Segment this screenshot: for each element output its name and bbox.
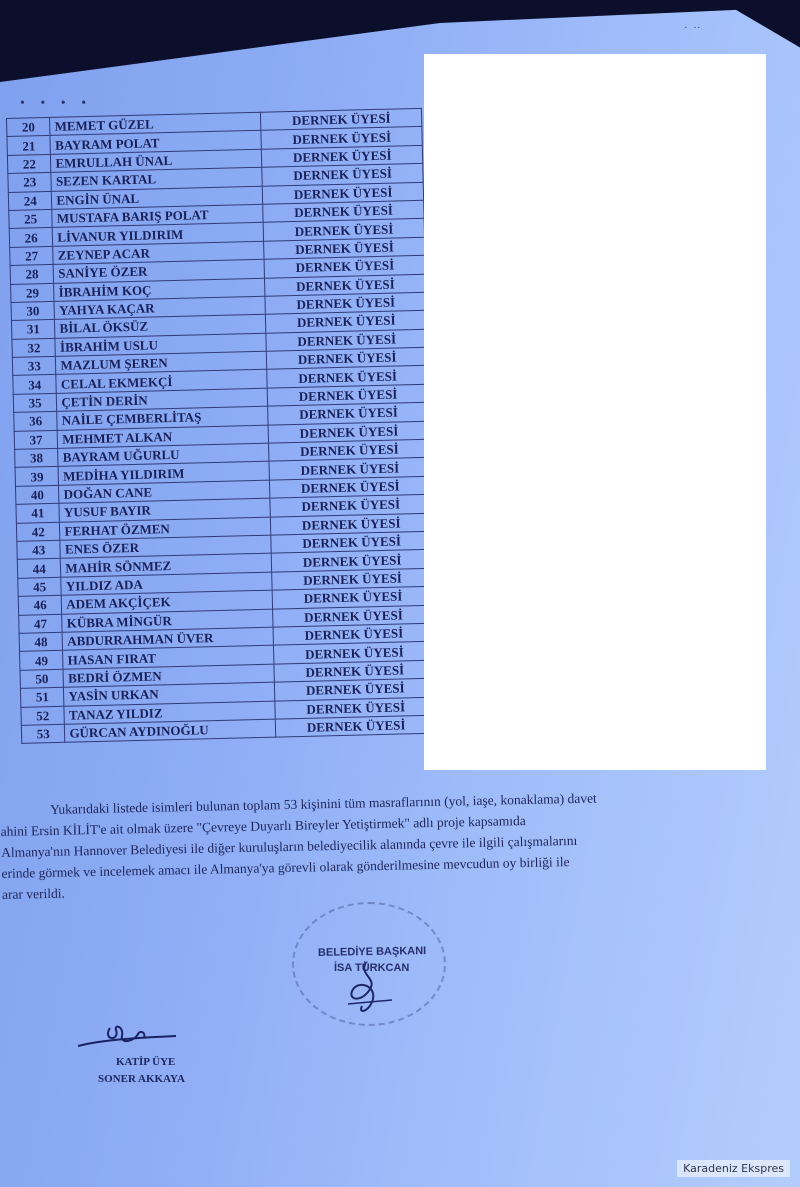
member-role: DERNEK ÜYESİ <box>271 531 432 553</box>
member-role: DERNEK ÜYESİ <box>261 127 422 149</box>
member-role: DERNEK ÜYESİ <box>265 274 426 296</box>
member-role: DERNEK ÜYESİ <box>274 660 435 682</box>
member-name: SANİYE ÖZER <box>53 259 264 283</box>
header-marks: • • • • <box>20 96 93 111</box>
member-name: YASİN URKAN <box>64 682 275 706</box>
corner-mark: · ·· <box>684 22 701 34</box>
row-number: 50 <box>20 669 64 688</box>
row-number: 45 <box>18 577 62 596</box>
member-name: İBRAHİM KOÇ <box>54 278 265 302</box>
row-number: 23 <box>8 173 52 192</box>
paragraph-line: erinde görmek ve incelemek amacı ile Almanya'ya görevli olarak gönderilmesine mevcudun oy birliği ile <box>1 854 570 881</box>
member-role: DERNEK ÜYESİ <box>273 586 434 608</box>
row-number: 53 <box>21 724 65 743</box>
clerk-title: KATİP ÜYE <box>116 1056 176 1068</box>
member-name: İBRAHİM USLU <box>55 333 266 357</box>
member-role: DERNEK ÜYESİ <box>272 568 433 590</box>
row-number: 29 <box>11 283 55 302</box>
watermark: Karadeniz Ekspres <box>677 1160 790 1177</box>
member-role: DERNEK ÜYESİ <box>264 255 425 277</box>
mayor-signature <box>328 958 418 1018</box>
row-number: 49 <box>20 651 64 670</box>
member-name: BAYRAM UĞURLU <box>58 443 269 467</box>
member-role: DERNEK ÜYESİ <box>264 237 425 259</box>
paragraph-line: Yukarıdaki listede isimleri bulunan toplam 53 kişinini tüm masraflarının (yol, iaşe, konaklama) davet <box>50 790 597 817</box>
member-role: DERNEK ÜYESİ <box>274 642 435 664</box>
member-role: DERNEK ÜYESİ <box>275 697 436 719</box>
member-name: SEZEN KARTAL <box>51 167 262 191</box>
member-name: BAYRAM POLAT <box>50 131 261 155</box>
member-role: DERNEK ÜYESİ <box>269 439 430 461</box>
row-number: 37 <box>14 430 58 449</box>
member-role: DERNEK ÜYESİ <box>269 458 430 480</box>
row-number: 42 <box>16 522 60 541</box>
member-name: CELAL EKMEKÇİ <box>56 370 267 394</box>
clerk-name: SONER AKKAYA <box>98 1073 185 1085</box>
member-name: MUSTAFA BARIŞ POLAT <box>52 204 263 228</box>
member-role: DERNEK ÜYESİ <box>266 329 427 351</box>
row-number: 41 <box>16 504 60 523</box>
member-name: YILDIZ ADA <box>61 572 272 596</box>
member-name: YAHYA KAÇAR <box>54 296 265 320</box>
member-list-table <box>6 108 437 744</box>
row-number: 20 <box>7 117 51 136</box>
seal-title: BELEDİYE BAŞKANI <box>317 945 427 959</box>
member-name: EMRULLAH ÜNAL <box>51 149 262 173</box>
row-number: 25 <box>9 209 53 228</box>
member-name: FERHAT ÖZMEN <box>60 517 271 541</box>
member-name: MEDİHA YILDIRIM <box>58 462 269 486</box>
seal-name: İSA TÜRKCAN <box>334 962 410 974</box>
member-name: ÇETİN DERİN <box>57 388 268 412</box>
member-role: DERNEK ÜYESİ <box>267 347 428 369</box>
member-name: BİLAL ÖKSÜZ <box>55 315 266 339</box>
row-number: 26 <box>9 228 53 247</box>
member-name: MAHİR SÖNMEZ <box>61 554 272 578</box>
member-name: ENGİN ÜNAL <box>52 186 263 210</box>
row-number: 21 <box>7 136 51 155</box>
clerk-signature <box>72 1018 182 1058</box>
row-number: 38 <box>15 448 59 467</box>
row-number: 24 <box>8 191 52 210</box>
member-name: YUSUF BAYIR <box>59 498 270 522</box>
member-name: MAZLUM ŞEREN <box>56 351 267 375</box>
member-role: DERNEK ÜYESİ <box>267 366 428 388</box>
row-number: 44 <box>17 559 61 578</box>
member-role: DERNEK ÜYESİ <box>263 200 424 222</box>
member-name: MEHMET ALKAN <box>58 425 269 449</box>
member-role: DERNEK ÜYESİ <box>270 494 431 516</box>
row-number: 43 <box>17 540 61 559</box>
member-name: GÜRCAN AYDINOĞLU <box>65 719 276 743</box>
row-number: 22 <box>7 154 51 173</box>
member-role: DERNEK ÜYESİ <box>261 108 422 130</box>
member-role: DERNEK ÜYESİ <box>262 145 423 167</box>
member-role: DERNEK ÜYESİ <box>270 476 431 498</box>
member-role: DERNEK ÜYESİ <box>275 678 436 700</box>
row-number: 31 <box>11 320 55 339</box>
member-role: DERNEK ÜYESİ <box>269 421 430 443</box>
row-number: 32 <box>12 338 56 357</box>
member-role: DERNEK ÜYESİ <box>264 219 425 241</box>
redaction-box <box>424 54 766 770</box>
row-number: 51 <box>20 687 64 706</box>
member-name: ABDURRAHMAN ÜVER <box>62 627 273 651</box>
decision-paragraph <box>0 784 778 905</box>
member-role: DERNEK ÜYESİ <box>272 550 433 572</box>
member-role: DERNEK ÜYESİ <box>273 623 434 645</box>
member-name: NAİLE ÇEMBERLİTAŞ <box>57 406 268 430</box>
member-name: BEDRİ ÖZMEN <box>63 664 274 688</box>
member-name: ENES ÖZER <box>60 535 271 559</box>
member-role: DERNEK ÜYESİ <box>273 605 434 627</box>
member-role: DERNEK ÜYESİ <box>271 513 432 535</box>
row-number: 46 <box>18 595 62 614</box>
paragraph-line: Almanya'nın Hannover Belediyesi ile diğer kuruluşların belediyecilik alanında çevre ile ilgili çalışmalarını <box>0 832 578 860</box>
member-role: DERNEK ÜYESİ <box>268 403 429 425</box>
member-name: ADEM AKÇİÇEK <box>62 590 273 614</box>
member-role: DERNEK ÜYESİ <box>266 311 427 333</box>
row-number: 48 <box>19 632 63 651</box>
member-role: DERNEK ÜYESİ <box>262 164 423 186</box>
member-name: HASAN FIRAT <box>63 645 274 669</box>
paragraph-line: ahini Ersin KİLİT'e ait olmak üzere "Çevreye Duyarlı Bireyler Yetiştirmek" adlı proje kapsamıda <box>0 812 526 839</box>
row-number: 47 <box>19 614 63 633</box>
member-role: DERNEK ÜYESİ <box>263 182 424 204</box>
member-name: MEMET GÜZEL <box>50 112 261 136</box>
row-number: 40 <box>15 485 59 504</box>
row-number: 35 <box>13 393 57 412</box>
row-number: 28 <box>10 265 54 284</box>
member-name: DOĞAN CANE <box>59 480 270 504</box>
row-number: 52 <box>21 706 65 725</box>
member-name: KÜBRA MİNGÜR <box>62 609 273 633</box>
row-number: 34 <box>13 375 57 394</box>
member-name: ZEYNEP ACAR <box>53 241 264 265</box>
row-number: 36 <box>14 412 58 431</box>
member-name: TANAZ YILDIZ <box>64 701 275 725</box>
member-role: DERNEK ÜYESİ <box>268 384 429 406</box>
member-role: DERNEK ÜYESİ <box>276 715 437 737</box>
paragraph-line: arar verildi. <box>1 885 66 902</box>
member-role: DERNEK ÜYESİ <box>265 292 426 314</box>
member-name: LİVANUR YILDIRIM <box>53 223 264 247</box>
row-number: 39 <box>15 467 59 486</box>
row-number: 27 <box>10 246 54 265</box>
row-number: 30 <box>11 301 55 320</box>
row-number: 33 <box>12 356 56 375</box>
